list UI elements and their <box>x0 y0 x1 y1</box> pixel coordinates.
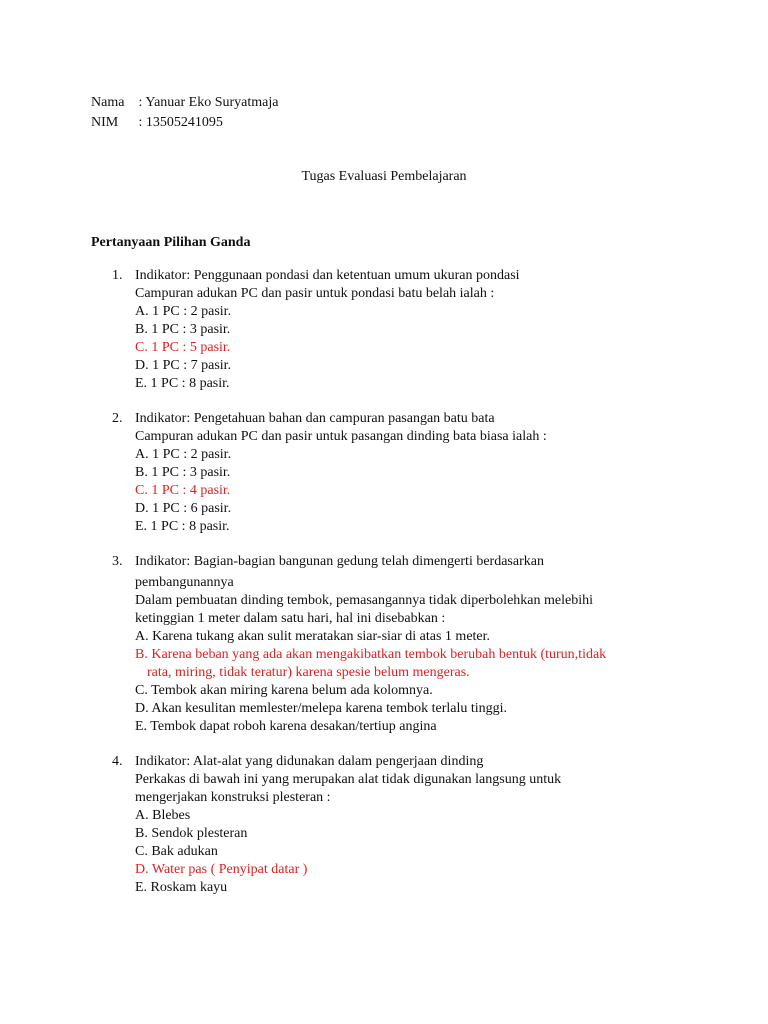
option-b: B. 1 PC : 3 pasir. <box>135 322 231 337</box>
question-stem: ketinggian 1 meter dalam satu hari, hal ini disebabkan : <box>135 611 446 626</box>
option-e: E. Roskam kayu <box>135 880 228 895</box>
option-d: D. 1 PC : 6 pasir. <box>135 501 232 516</box>
name-value: : Yanuar Eko Suryatmaja <box>138 95 279 110</box>
question-indikator: Indikator: Penggunaan pondasi dan ketentuan umum ukuran pondasi <box>135 268 520 283</box>
option-d-correct: D. Water pas ( Penyipat datar ) <box>135 862 308 877</box>
nim-row <box>91 114 223 132</box>
option-c-correct: C. 1 PC : 5 pasir. <box>135 340 231 355</box>
question-indikator: Indikator: Pengetahuan bahan dan campuran pasangan batu bata <box>135 411 495 426</box>
name-row <box>91 94 278 112</box>
option-c: C. Tembok akan miring karena belum ada kolomnya. <box>135 683 433 698</box>
option-a: A. 1 PC : 2 pasir. <box>135 447 232 462</box>
question-number: 4. <box>112 754 123 769</box>
question-stem: Dalam pembuatan dinding tembok, pemasangannya tidak diperbolehkan melebihi <box>135 593 593 608</box>
option-c-correct: C. 1 PC : 4 pasir. <box>135 483 231 498</box>
option-d: D. Akan kesulitan memlester/melepa karena tembok terlalu tinggi. <box>135 701 508 716</box>
option-b: B. Sendok plesteran <box>135 826 248 841</box>
option-b-correct: B. Karena beban yang ada akan mengakibatkan tembok berubah bentuk (turun,tidak <box>135 647 607 662</box>
option-e: E. 1 PC : 8 pasir. <box>135 519 230 534</box>
question-stem: Campuran adukan PC dan pasir untuk pasangan dinding bata biasa ialah : <box>135 429 547 444</box>
question-indikator: Indikator: Bagian-bagian bangunan gedung telah dimengerti berdasarkan <box>135 554 544 569</box>
option-d: D. 1 PC : 7 pasir. <box>135 358 232 373</box>
option-b-correct-cont: rata, miring, tidak teratur) karena spesie belum mengeras. <box>147 665 470 680</box>
option-e: E. Tembok dapat roboh karena desakan/tertiup angina <box>135 719 437 734</box>
option-c: C. Bak adukan <box>135 844 218 859</box>
option-a: A. Blebes <box>135 808 191 823</box>
question-stem: mengerjakan konstruksi plesteran : <box>135 790 331 805</box>
question-number: 2. <box>112 411 123 426</box>
nim-value: : 13505241095 <box>138 115 223 130</box>
question-number: 3. <box>112 554 123 569</box>
question-stem: Campuran adukan PC dan pasir untuk pondasi batu belah ialah : <box>135 286 495 301</box>
option-a: A. 1 PC : 2 pasir. <box>135 304 232 319</box>
nim-label: NIM <box>91 115 119 130</box>
option-b: B. 1 PC : 3 pasir. <box>135 465 231 480</box>
question-number: 1. <box>112 268 123 283</box>
section-heading: Pertanyaan Pilihan Ganda <box>91 235 251 250</box>
option-a: A. Karena tukang akan sulit meratakan siar-siar di atas 1 meter. <box>135 629 491 644</box>
name-label: Nama <box>91 95 125 110</box>
document-title: Tugas Evaluasi Pembelajaran <box>301 169 467 184</box>
question-indikator: Indikator: Alat-alat yang didunakan dalam pengerjaan dinding <box>135 754 484 769</box>
question-indikator-cont: pembangunannya <box>135 575 234 590</box>
question-stem: Perkakas di bawah ini yang merupakan alat tidak digunakan langsung untuk <box>135 772 562 787</box>
option-e: E. 1 PC : 8 pasir. <box>135 376 230 391</box>
